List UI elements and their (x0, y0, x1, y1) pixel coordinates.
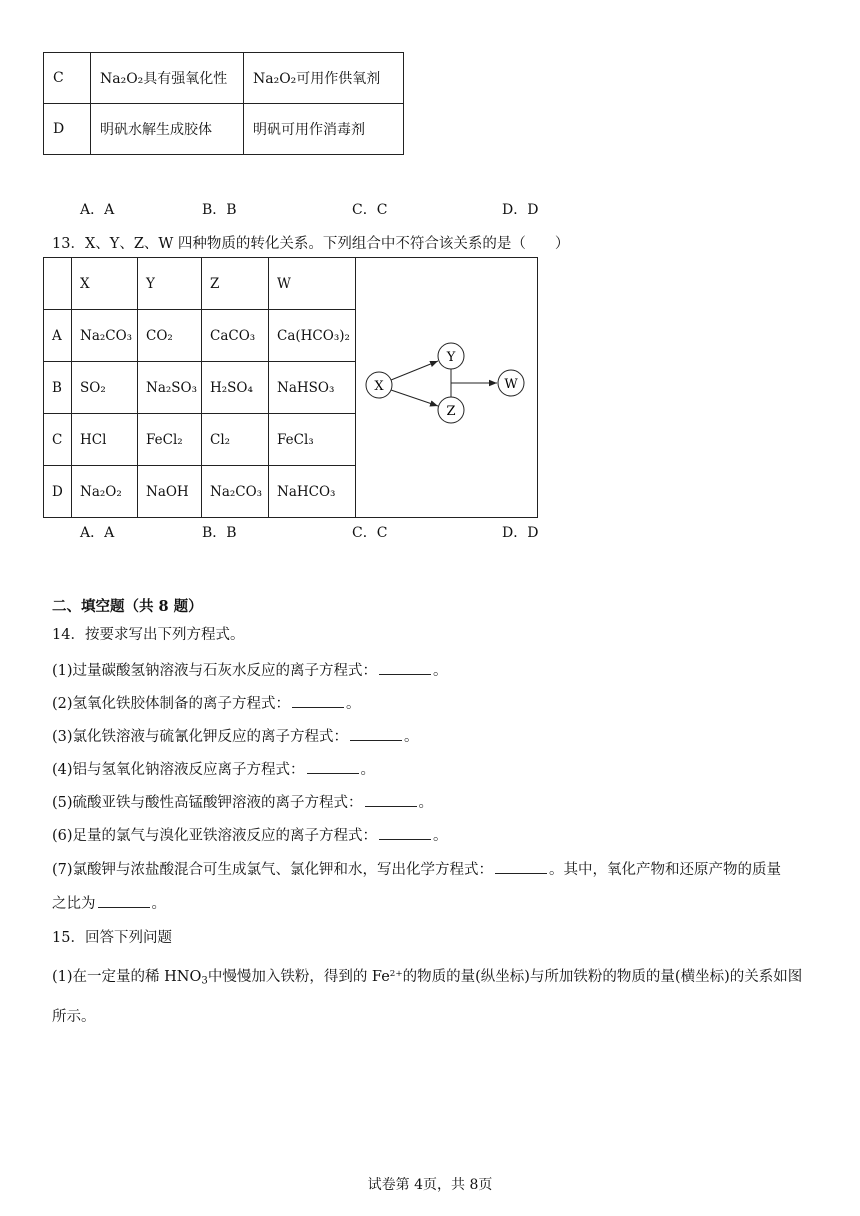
label-z: Z (446, 404, 456, 419)
transformation-diagram (356, 258, 538, 518)
q14-item-7-cont (52, 892, 166, 913)
item-end: 。 (404, 729, 419, 745)
q14-item (52, 725, 419, 746)
row-key: D (44, 104, 91, 155)
answer-blank[interactable] (98, 893, 150, 908)
cell-y: CO₂ (138, 310, 202, 362)
q12-choices (0, 199, 860, 217)
item-text: (3)氯化铁溶液与硫氰化钾反应的离子方程式： (52, 729, 349, 745)
answer-blank[interactable] (379, 825, 431, 840)
arrow-x-z (391, 390, 438, 406)
item-text: (5)硫酸亚铁与酸性高锰酸钾溶液的离子方程式： (52, 795, 363, 811)
cell-w: NaHSO₃ (269, 362, 356, 414)
q14-item (52, 824, 448, 845)
row-key: C (44, 53, 91, 104)
header-cell (44, 258, 72, 310)
header-cell: W (269, 258, 356, 310)
header-cell: Y (138, 258, 202, 310)
q13-table (43, 257, 538, 518)
statement-cell: Na₂O₂具有强氧化性 (91, 53, 244, 104)
answer-blank[interactable] (379, 660, 431, 675)
cell-x: Na₂CO₃ (72, 310, 138, 362)
q13-stem: 13．X、Y、Z、W 四种物质的转化关系。下列组合中不符合该关系的是（ ） (52, 236, 570, 252)
item-end: 。 (151, 896, 166, 912)
table-row (44, 104, 404, 155)
option-key: B (44, 362, 72, 414)
q14-item (52, 791, 433, 812)
header-cell: X (72, 258, 138, 310)
cell-x: HCl (72, 414, 138, 466)
item-end: 。 (433, 663, 448, 679)
item-text: (4)铝与氢氧化钠溶液反应离子方程式： (52, 762, 305, 778)
cell-z: H₂SO₄ (202, 362, 269, 414)
cell-z: Na₂CO₃ (202, 466, 269, 518)
answer-blank[interactable] (495, 859, 547, 874)
cell-y: NaOH (138, 466, 202, 518)
choice-c[interactable]: C．C (352, 202, 388, 218)
answer-blank[interactable] (350, 726, 402, 741)
cell-w: FeCl₃ (269, 414, 356, 466)
cell-z: Cl₂ (202, 414, 269, 466)
choice-a[interactable]: A．A (80, 202, 115, 218)
item-end: 。 (360, 762, 376, 778)
item-end: 。 (433, 828, 448, 844)
q14-item-7 (52, 858, 781, 879)
q15-part1-cont: 所示。 (52, 1009, 96, 1025)
choice-c[interactable]: C．C (352, 525, 388, 541)
label-x: X (374, 379, 384, 394)
section-title: 二、填空题（共 8 题） (52, 598, 203, 615)
option-key: C (44, 414, 72, 466)
table-row (44, 53, 404, 104)
choice-b[interactable]: B．B (202, 525, 237, 541)
label-w: W (504, 377, 518, 392)
item-text: (6)足量的氯气与溴化亚铁溶液反应的离子方程式： (52, 828, 378, 844)
cell-y: Na₂SO₃ (138, 362, 202, 414)
cell-z: CaCO₃ (202, 310, 269, 362)
item-text: (7)氯酸钾与浓盐酸混合可生成氯气、氯化钾和水，写出化学方程式： (52, 862, 494, 878)
option-key: A (44, 310, 72, 362)
q12-table (43, 52, 404, 155)
label-y: Y (446, 350, 456, 365)
q15-text: 中慢慢加入铁粉，得到的 Fe (207, 969, 390, 985)
item-text: (1)过量碳酸氢钠溶液与石灰水反应的离子方程式： (52, 663, 378, 679)
item-text: 之比为 (52, 896, 96, 912)
option-key: D (44, 466, 72, 518)
q15-text: 的物质的量(纵坐标)与所加铁粉的物质的量(横坐标)的关系如图 (402, 969, 803, 985)
cell-x: SO₂ (72, 362, 138, 414)
q14-stem: 14．按要求写出下列方程式。 (52, 627, 245, 643)
item-end: 。 (346, 696, 361, 712)
q15-text: (1)在一定量的稀 HNO (52, 969, 202, 985)
item-text: (2)氢氧化铁胶体制备的离子方程式： (52, 696, 291, 712)
use-cell: 明矾可用作消毒剂 (244, 104, 404, 155)
choice-a[interactable]: A．A (80, 525, 115, 541)
choice-d[interactable]: D．D (502, 525, 539, 541)
statement-cell: 明矾水解生成胶体 (91, 104, 244, 155)
header-cell: Z (202, 258, 269, 310)
diagram-svg (356, 258, 537, 513)
arrow-x-y (391, 361, 438, 380)
choice-d[interactable]: D．D (502, 202, 539, 218)
q15-part1 (52, 965, 802, 986)
table-header-row (44, 258, 538, 310)
cell-y: FeCl₂ (138, 414, 202, 466)
q15-sup: 2+ (389, 968, 403, 979)
cell-w: NaHCO₃ (269, 466, 356, 518)
q13-choices (0, 522, 860, 540)
choice-b[interactable]: B．B (202, 202, 237, 218)
use-cell: Na₂O₂可用作供氧剂 (244, 53, 404, 104)
item-text: 。其中，氧化产物和还原产物的质量 (549, 862, 782, 878)
item-end: 。 (418, 795, 434, 811)
answer-blank[interactable] (292, 693, 344, 708)
cell-x: Na₂O₂ (72, 466, 138, 518)
q14-item (52, 692, 361, 713)
answer-blank[interactable] (365, 792, 417, 807)
q14-item (52, 659, 448, 680)
answer-blank[interactable] (307, 759, 359, 774)
q15-sub: 3 (201, 975, 208, 987)
cell-w: Ca(HCO₃)₂ (269, 310, 356, 362)
page-footer: 试卷第 4页，共 8页 (367, 1177, 493, 1193)
q15-stem: 15．回答下列问题 (52, 930, 172, 946)
q14-item (52, 758, 375, 779)
